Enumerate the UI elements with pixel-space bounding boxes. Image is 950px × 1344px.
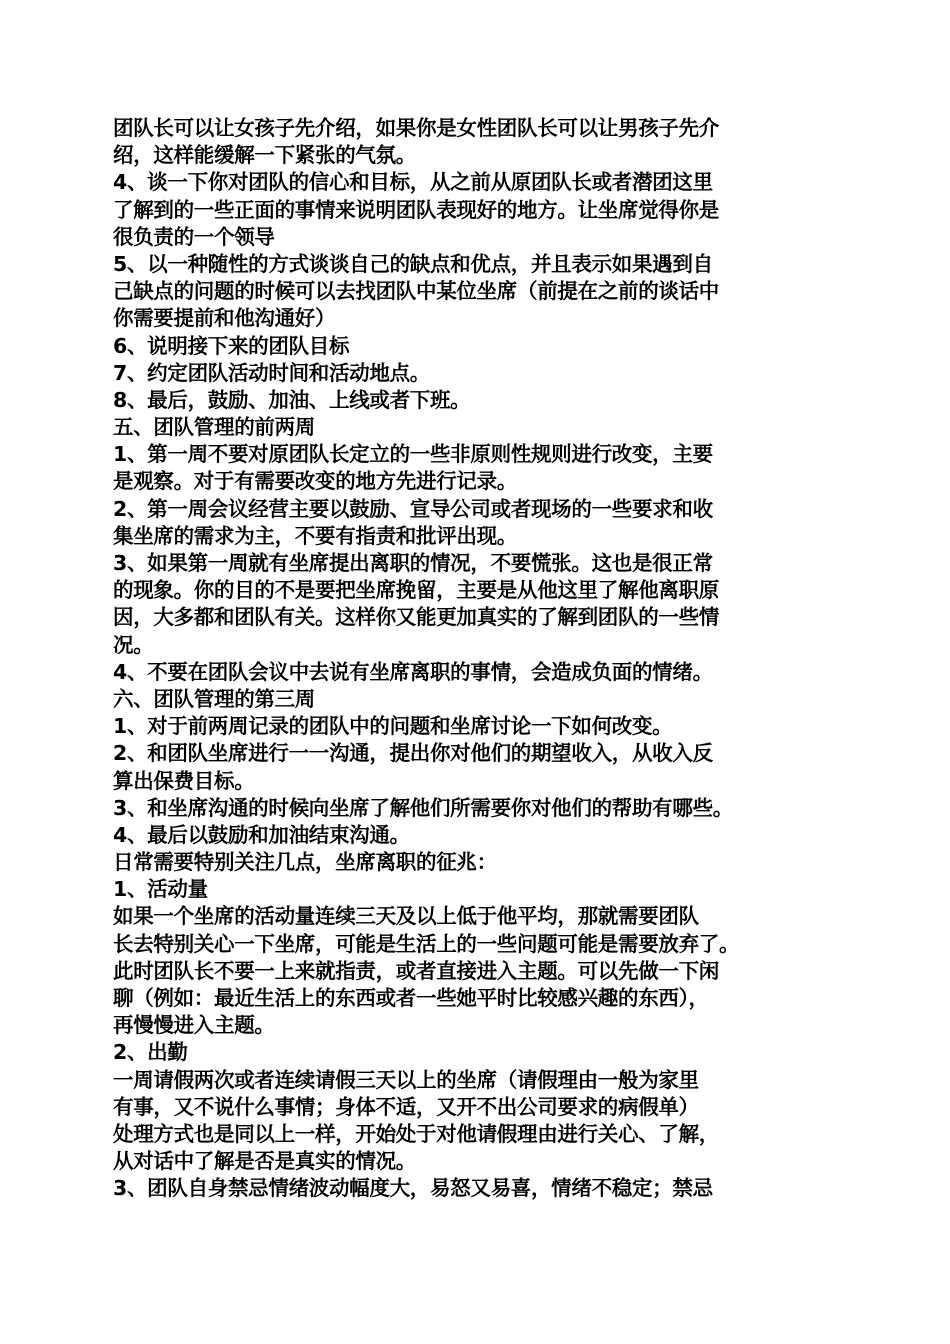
text-line: 此时团队长不要一上来就指责，或者直接进入主题。可以先做一下闲 bbox=[113, 958, 719, 983]
text-line: 3、团队自身禁忌情绪波动幅度大，易怒又易喜，情绪不稳定；禁忌 bbox=[113, 1176, 713, 1201]
text-line: 日常需要特别关注几点，坐席离职的征兆： bbox=[113, 850, 497, 875]
text-line: 3、和坐席沟通的时候向坐席了解他们所需要你对他们的帮助有哪些。 bbox=[113, 795, 733, 820]
text-line: 聊（例如：最近生活上的东西或者一些她平时比较感兴趣的东西）， bbox=[113, 986, 709, 1010]
text-line: 处理方式也是同以上一样，开始处于对他请假理由进行关心、了解， bbox=[113, 1121, 719, 1146]
text-line: 1、第一周不要对原团队长定立的一些非原则性规则进行改变，主要 bbox=[113, 442, 713, 467]
section-heading: 六、团队管理的第三周 bbox=[113, 686, 315, 711]
text-line: 算出保费目标。 bbox=[113, 768, 255, 793]
document-body bbox=[113, 115, 848, 1203]
text-line: 的现象。你的目的不是要把坐席挽留，主要是从他这里了解他离职原 bbox=[113, 578, 719, 603]
section-heading: 五、团队管理的前两周 bbox=[113, 415, 315, 440]
text-line: 团队长可以让女孩子先介绍，如果你是女性团队长可以让男孩子先介 bbox=[113, 116, 719, 140]
text-line: 4、不要在团队会议中去说有坐席离职的事情，会造成负面的情绪。 bbox=[113, 659, 713, 684]
text-line: 3、如果第一周就有坐席提出离职的情况，不要慌张。这也是很正常 bbox=[113, 551, 713, 575]
text-line: 绍，这样能缓解一下紧张的气氛。 bbox=[113, 143, 416, 168]
text-line: 因，大多都和团队有关。这样你又能更加真实的了解到团队的一些情 bbox=[113, 605, 719, 630]
text-line: 况。 bbox=[113, 632, 154, 657]
text-line: 7、约定团队活动时间和活动地点。 bbox=[113, 360, 430, 385]
text-line: 6、说明接下来的团队目标 bbox=[113, 333, 350, 358]
text-line: 8、最后，鼓励、加油、上线或者下班。 bbox=[113, 387, 471, 412]
text-line: 有事，又不说什么事情；身体不适，又开不出公司要求的病假单） bbox=[113, 1094, 699, 1119]
text-line: 1、活动量 bbox=[113, 877, 208, 902]
text-line: 己缺点的问题的时候可以去找团队中某位坐席（前提在之前的谈话中 bbox=[113, 279, 719, 304]
text-line: 一周请假两次或者连续请假三天以上的坐席（请假理由一般为家里 bbox=[113, 1067, 699, 1092]
text-line: 集坐席的需求为主，不要有指责和批评出现。 bbox=[113, 523, 517, 548]
text-line: 4、最后以鼓励和加油结束沟通。 bbox=[113, 822, 410, 847]
text-line: 4、谈一下你对团队的信心和目标，从之前从原团队长或者潜团这里 bbox=[113, 170, 713, 195]
text-line: 了解到的一些正面的事情来说明团队表现好的地方。让坐席觉得你是 bbox=[113, 197, 719, 222]
text-line: 2、第一周会议经营主要以鼓励、宣导公司或者现场的一些要求和收 bbox=[113, 496, 713, 521]
text-line: 长去特别关心一下坐席，可能是生活上的一些问题可能是需要放弃了。 bbox=[113, 931, 740, 956]
text-line: 5、以一种随性的方式谈谈自己的缺点和优点，并且表示如果遇到自 bbox=[113, 251, 713, 276]
text-line: 是观察。对于有需要改变的地方先进行记录。 bbox=[113, 469, 517, 494]
text-line: 2、和团队坐席进行一一沟通，提出你对他们的期望收入，从收入反 bbox=[113, 741, 713, 766]
text-line: 从对话中了解是否是真实的情况。 bbox=[113, 1149, 416, 1174]
text-line: 1、对于前两周记录的团队中的问题和坐席讨论一下如何改变。 bbox=[113, 714, 673, 739]
text-line: 2、出勤 bbox=[113, 1040, 188, 1065]
text-line: 再慢慢进入主题。 bbox=[113, 1013, 275, 1038]
text-line: 很负责的一个领导 bbox=[113, 224, 275, 249]
text-line: 如果一个坐席的活动量连续三天及以上低于他平均，那就需要团队 bbox=[113, 904, 699, 929]
text-line: 你需要提前和他沟通好） bbox=[113, 306, 336, 331]
